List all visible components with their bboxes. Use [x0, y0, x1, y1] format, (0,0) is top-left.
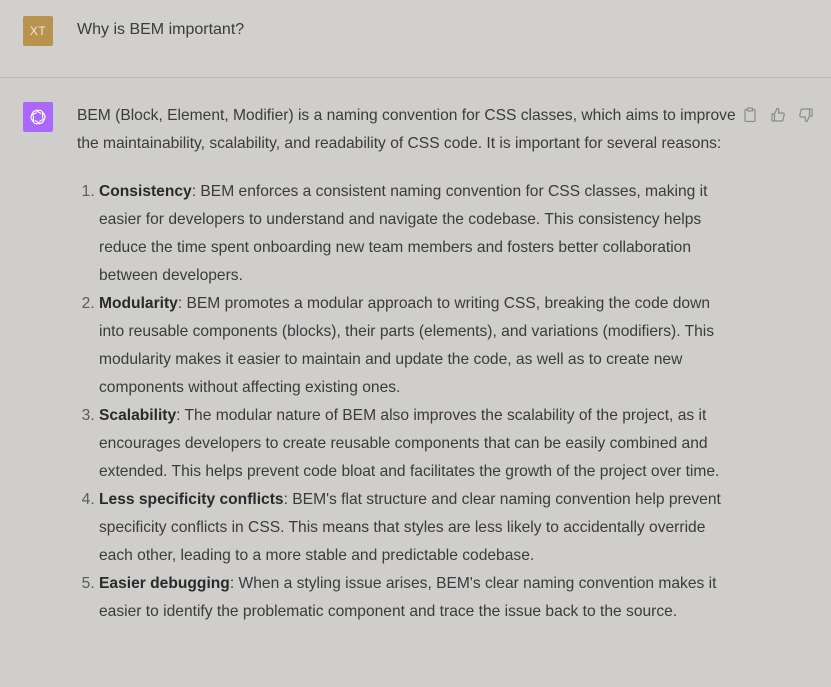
- list-item: [99, 290, 737, 402]
- list-item-title: Modularity: [99, 295, 178, 312]
- copy-button[interactable]: [740, 105, 760, 125]
- list-item: [99, 570, 737, 626]
- list-item-text: : BEM promotes a modular approach to writing CSS, breaking the code down into reusable components (blocks), their parts (elements), and variations (modifiers). This modularity makes it easier to maintain and update the code, as well as to create new components without affecting existing ones.: [99, 295, 715, 396]
- list-item-text: : BEM enforces a consistent naming convention for CSS classes, making it easier for developers to understand and navigate the codebase. This consistency helps reduce the time spent onboarding new team members and fosters better collaboration between developers.: [99, 183, 708, 284]
- list-item: [99, 486, 737, 570]
- answer-intro: BEM (Block, Element, Modifier) is a naming convention for CSS classes, which aims to improve the maintainability, scalability, and readability of CSS code. It is important for several reasons:: [77, 107, 736, 152]
- list-item-title: Easier debugging: [99, 575, 230, 592]
- list-item-title: Scalability: [99, 407, 177, 424]
- message-actions: [740, 105, 816, 125]
- assistant-avatar: [23, 102, 53, 132]
- thumbs-up-icon: [770, 107, 786, 123]
- list-item: [99, 402, 737, 486]
- answer-list: [77, 178, 737, 626]
- list-item-text: : The modular nature of BEM also improves the scalability of the project, as it encourages developers to create reusable components that can be easily combined and extended. This helps prevent code bloat and facilitates the growth of the project over time.: [99, 407, 720, 480]
- user-avatar: XT: [23, 16, 53, 46]
- list-item: [99, 178, 737, 290]
- clipboard-icon: [742, 107, 758, 123]
- assistant-message-row: [0, 78, 831, 687]
- list-item-text: : When a styling issue arises, BEM's clear naming convention makes it easier to identify the problematic component and trace the issue back to the source.: [99, 575, 717, 620]
- list-item-text: : BEM's flat structure and clear naming convention help prevent specificity conflicts in CSS. This means that styles are less likely to accidentally override each other, leading to a more stable and predictable codebase.: [99, 491, 721, 564]
- dislike-button[interactable]: [796, 105, 816, 125]
- assistant-answer: [77, 102, 737, 626]
- user-message-row: [0, 0, 831, 78]
- thumbs-down-icon: [798, 107, 814, 123]
- list-item-title: Consistency: [99, 183, 192, 200]
- openai-logo-icon: [27, 106, 49, 128]
- like-button[interactable]: [768, 105, 788, 125]
- list-item-title: Less specificity conflicts: [99, 491, 284, 508]
- user-message-text: Why is BEM important?: [77, 21, 245, 38]
